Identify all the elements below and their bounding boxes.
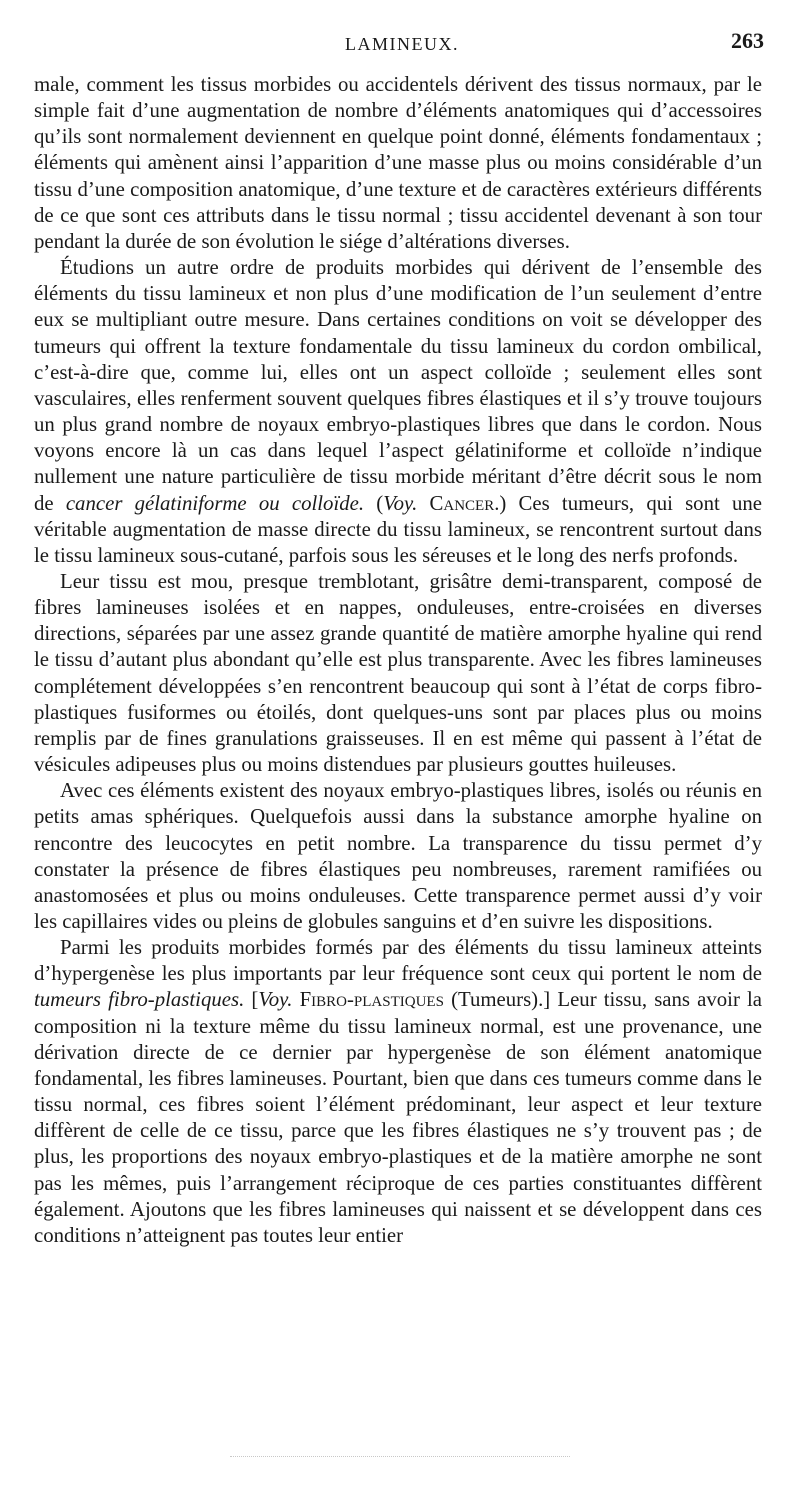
paragraph-2-text-4: ) Ces tumeurs, qui sont une véritable augmentation de masse directe du tissu lamineux, se rencontrent surtout dans le tissu lamineux sous-cutané, parfois sous les séreuses et le long des nerfs profonds. <box>34 491 762 567</box>
footer-divider <box>230 1456 570 1457</box>
paragraph-2-italic-term: cancer gélatiniforme ou colloïde. <box>65 491 365 515</box>
paragraph-5-text-1: Parmi les produits morbides formés par des éléments du tissu lamineux atteints d’hypergenèse les plus importants par leur fréquence sont ceux qui portent le nom de <box>34 936 762 986</box>
paragraph-2 <box>34 255 762 569</box>
paragraph-5-text-4: (Tumeurs).] Leur tissu, sans avoir la composition ni la texture même du tissu lamineux normal, est une provenance, une dérivation directe de ce dernier par hypergenèse de son élément anatomique fondamental, les fibres lamineuses. Pourtant, bien que dans ces tumeurs comme dans le tissu normal, ces fibres soient l’élément prédominant, leur aspect et leur texture diffèrent de celle de ce tissu, parce que les fibres élastiques ne s’y trouvent pas ; de plus, les proportions des noyaux embryo-plastiques et de la matière amorphe ne sont pas les mêmes, puis l’arrangement réciproque de ces parties constituantes diffèrent également. Ajoutons que les fibres lamineuses qui naissent et se développent dans ces conditions n’atteignent pas toutes leur entier <box>34 988 763 1247</box>
paragraph-2-cross-reference: Cancer. <box>429 491 500 515</box>
paragraph-4 <box>34 778 762 935</box>
page-header <box>34 28 770 58</box>
paragraph-3 <box>34 569 762 778</box>
paragraph-3-text: Leur tissu est mou, presque tremblotant, grisâtre demi-transparent, composé de fibres lamineuses isolées et en nappes, onduleuses, entre-croisées en diverses directions, séparées par une assez grande quantité de matière amorphe hyaline qui rend le tissu d’autant plus abondant qu’elle est plus transparente. Avec les fibres lamineuses complétement développées s’en rencontrent beaucoup qui sont à l’état de corps fibro-plastiques fusiformes ou étoilés, dont quelques-uns sont par places plus ou moins remplis par de fines granulations graisseuses. Il en est même qui passent à l’état de vésicules adipeuses plus ou moins distendues par plusieurs gouttes huileuses. <box>34 569 762 777</box>
running-head: LAMINEUX. <box>345 34 459 54</box>
paragraph-2-text-1: Étudions un autre ordre de produits morbides qui dérivent de l’ensemble des éléments du tissu lamineux et non plus d’une modification de l’un seulement d’entre eux se multipliant outre mesure. Dans certaines conditions on voit se développer des tumeurs qui offrent la texture fondamentale du tissu lamineux du cordon ombilical, c’est-à-dire que, comme lui, elles ont un aspect colloïde ; seulement elles sont vasculaires, elles renferment souvent quelques fibres élastiques et il s’y trouve toujours un plus grand nombre de noyaux embryo-plastiques libres que dans le cordon. Nous voyons encore là un cas dans lequel l’aspect gélatiniforme et colloïde n’indique nullement une nature particulière de tissu morbide méritant d’être décrit sous le nom de <box>34 256 762 515</box>
paragraph-1-text: male, comment les tissus morbides ou accidentels dérivent des tissus normaux, par le simple fait d’une augmentation de nombre d’éléments anatomiques qui d’accessoires qu’ils sont normalement deviennent en quelque point donné, éléments fondamentaux ; éléments qui amènent ainsi l’apparition d’une masse plus ou moins considérable d’un tissu d’une composition anatomique, d’une texture et de caractères extérieurs différents de ce que sont ces attributs dans le tissu normal ; tissu accidentel devenant à son tour pendant la durée de son évolution le siége d’altérations diverses. <box>34 73 762 253</box>
paragraph-5-italic-term: tumeurs fibro-plastiques. <box>34 988 245 1012</box>
paragraph-2-voy: Voy. <box>383 491 418 515</box>
paragraph-2-text-3 <box>417 492 429 515</box>
body-text <box>34 72 762 1249</box>
paragraph-2-text-2: ( <box>364 491 384 515</box>
page-number: 263 <box>731 28 764 53</box>
paragraph-5-text-3 <box>292 988 299 1011</box>
paragraph-5 <box>34 935 762 1249</box>
paragraph-5-text-2: [ <box>244 988 259 1012</box>
paragraph-5-cross-reference: Fibro-plastiques <box>299 988 444 1012</box>
paragraph-1 <box>34 72 762 255</box>
paragraph-5-voy: Voy. <box>258 988 293 1012</box>
paragraph-4-text: Avec ces éléments existent des noyaux embryo-plastiques libres, isolés ou réunis en petits amas sphériques. Quelquefois aussi dans la substance amorphe hyaline on rencontre des leucocytes en petit nombre. La transparence du tissu permet d’y constater la présence de fibres élastiques peu nombreuses, rarement ramifiées ou anastomosées et plus ou moins onduleuses. Cette transparence permet aussi d’y voir les capillaires vides ou pleins de globules sanguins et d’en suivre les dispositions. <box>34 779 762 933</box>
